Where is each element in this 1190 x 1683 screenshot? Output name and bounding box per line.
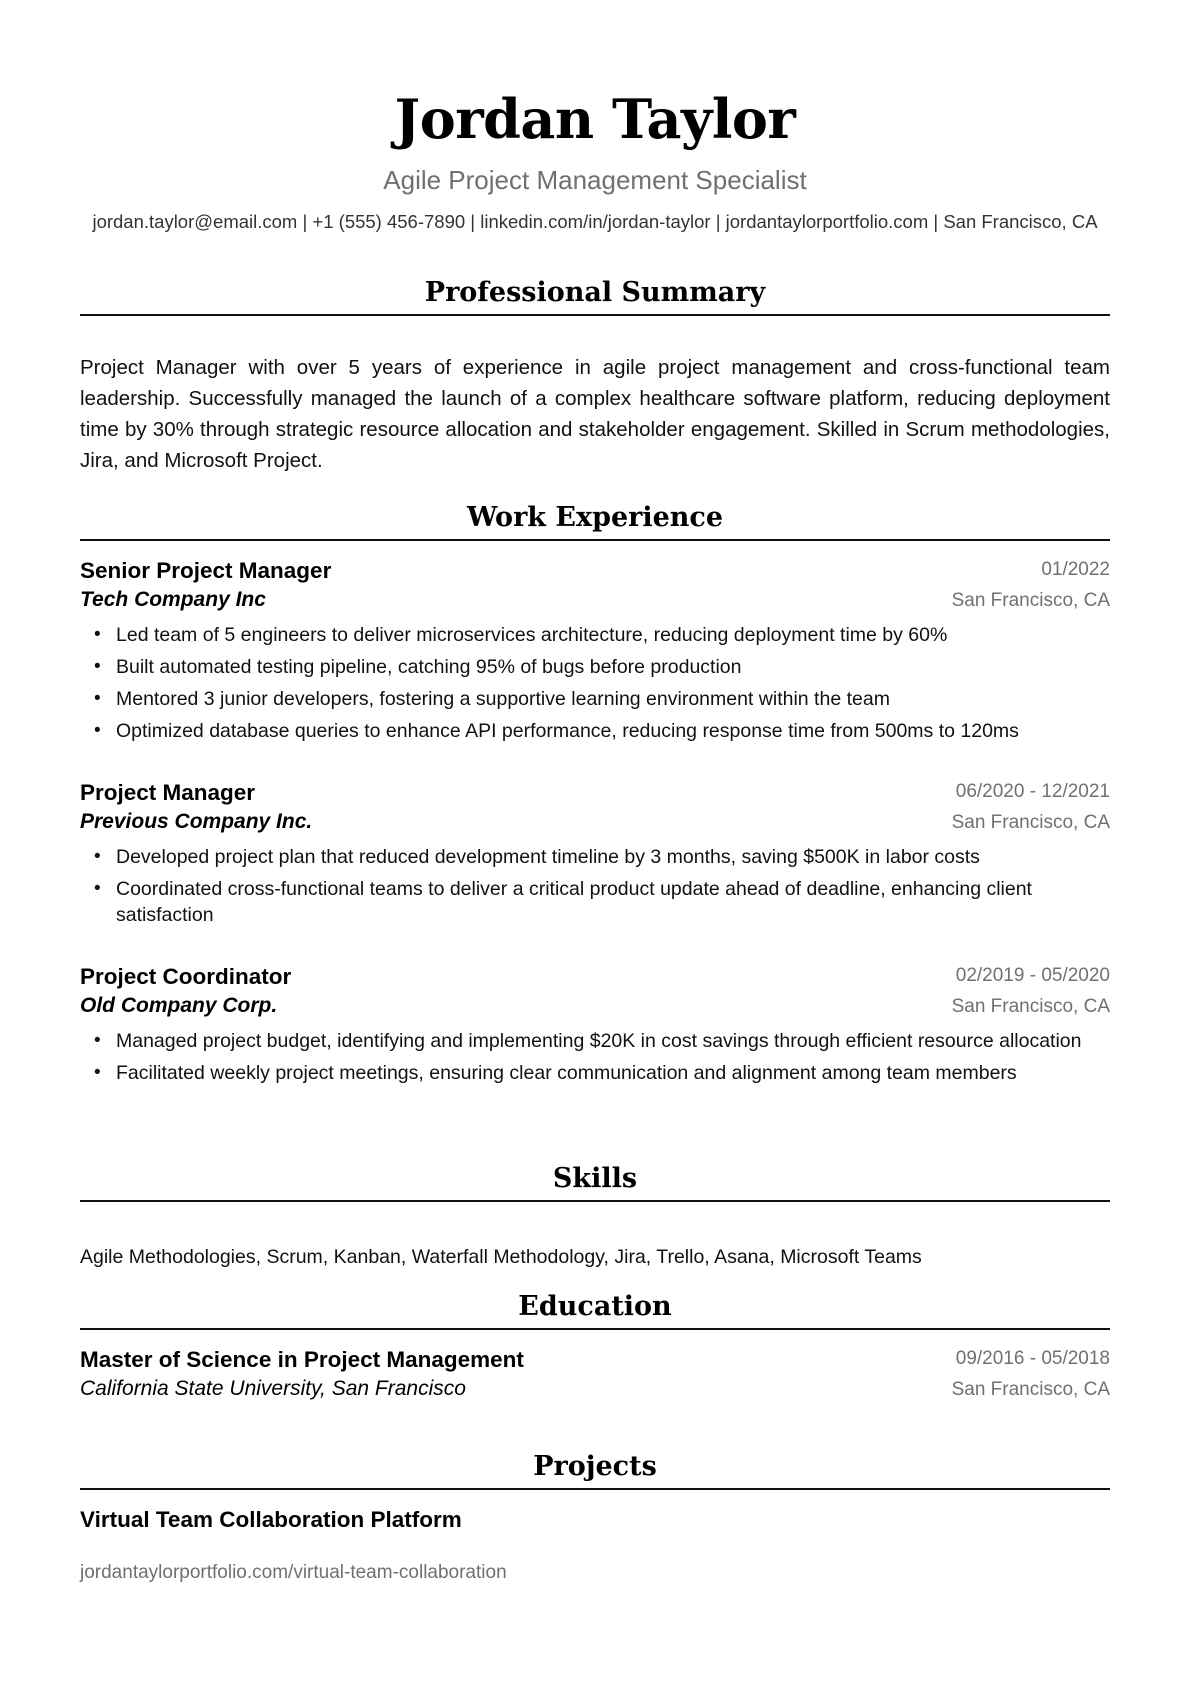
education-date: 09/2016 - 05/2018 xyxy=(955,1348,1110,1369)
section-title-education: Education xyxy=(518,1291,672,1322)
job-company: Previous Company Inc. xyxy=(80,810,313,833)
list-item: • Managed project budget, identifying and implementing $20K in cost savings through efficient resource allocation xyxy=(80,1028,1110,1054)
job-date: 01/2022 xyxy=(1041,559,1110,580)
project-link[interactable]: jordantaylorportfolio.com/virtual-team-collaboration xyxy=(80,1562,507,1583)
job-date: 02/2019 - 05/2020 xyxy=(955,965,1110,986)
job-role: Senior Project Manager xyxy=(80,558,332,583)
education-degree: Master of Science in Project Management xyxy=(80,1347,524,1372)
job-location: San Francisco, CA xyxy=(951,590,1110,611)
job-location: San Francisco, CA xyxy=(951,812,1110,833)
job-bullets xyxy=(80,622,1110,750)
list-item: • Led team of 5 engineers to deliver microservices architecture, reducing deployment time by 60% xyxy=(80,622,1110,648)
list-item: • Coordinated cross-functional teams to deliver a critical product update ahead of deadline, enhancing client satisfaction xyxy=(80,876,1110,928)
section-title-projects: Projects xyxy=(533,1451,657,1482)
job-bullets xyxy=(80,844,1110,934)
section-divider xyxy=(80,1328,1110,1330)
job-role: Project Manager xyxy=(80,780,256,805)
list-item: • Optimized database queries to enhance API performance, reducing response time from 500ms to 120ms xyxy=(80,718,1110,744)
candidate-name: Jordan Taylor xyxy=(394,87,796,151)
section-divider xyxy=(80,539,1110,541)
section-divider xyxy=(80,1200,1110,1202)
summary-text: Project Manager with over 5 years of experience in agile project management and cross-functional team leadership. Successfully managed the launch of a complex healthcare software platform, reducing deployment time by 30% through strategic resource allocation and stakeholder engagement. Skilled in Scrum methodologies, Jira, and Microsoft Project. xyxy=(80,356,1110,472)
job-bullets xyxy=(80,1028,1110,1092)
list-item: • Facilitated weekly project meetings, ensuring clear communication and alignment among team members xyxy=(80,1060,1110,1086)
section-divider xyxy=(80,314,1110,316)
section-title-experience: Work Experience xyxy=(466,502,724,533)
education-location: San Francisco, CA xyxy=(951,1379,1110,1400)
candidate-title: Agile Project Management Specialist xyxy=(383,165,807,195)
job-company: Tech Company Inc xyxy=(80,588,266,611)
skills-list: Agile Methodologies, Scrum, Kanban, Waterfall Methodology, Jira, Trello, Asana, Microsoft Teams xyxy=(80,1246,922,1268)
job-company: Old Company Corp. xyxy=(80,994,278,1017)
section-title-skills: Skills xyxy=(552,1163,638,1194)
project-name: Virtual Team Collaboration Platform xyxy=(80,1507,462,1532)
contact-info: jordan.taylor@email.com | +1 (555) 456-7890 | linkedin.com/in/jordan-taylor | jordantaylorportfolio.com | San Francisco, CA xyxy=(92,211,1098,232)
job-role: Project Coordinator xyxy=(80,964,292,989)
section-title-summary: Professional Summary xyxy=(424,277,766,308)
job-date: 06/2020 - 12/2021 xyxy=(955,781,1110,802)
list-item: • Built automated testing pipeline, catching 95% of bugs before production xyxy=(80,654,1110,680)
education-school: California State University, San Francisco xyxy=(80,1377,466,1400)
list-item: • Mentored 3 junior developers, fostering a supportive learning environment within the team xyxy=(80,686,1110,712)
list-item: • Developed project plan that reduced development timeline by 3 months, saving $500K in labor costs xyxy=(80,844,1110,870)
job-location: San Francisco, CA xyxy=(951,996,1110,1017)
section-divider xyxy=(80,1488,1110,1490)
